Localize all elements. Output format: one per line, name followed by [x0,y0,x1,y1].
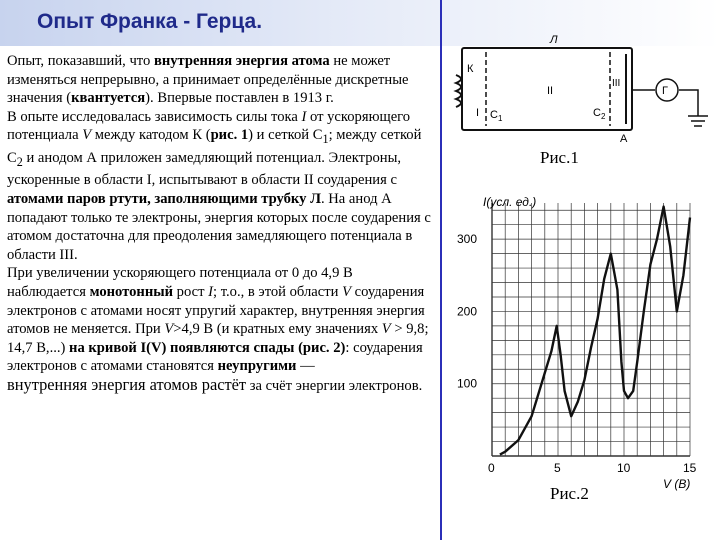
region-3-label: III [612,78,621,89]
tube-label: Л [550,34,558,46]
paragraph-conclusion: внутренняя энергия атомов растёт за счёт энергии электронов. [7,374,423,394]
figure-1-caption: Рис.1 [540,148,579,167]
x-tick-label: 15 [683,461,697,475]
paragraph-setup: В опыте исследовалась зависимость силы тока I от ускоряющего потенциала V между катодом К (рис. 1) и сеткой $С_1$; между сеткой $С_2$ и анодом А приложен замедляющий потенциал. Электроны, ускоренные в области I, испытывают в области II соударения с атомами паров ртути, заполняющими трубку Л. На анод А попадают только те электроны, энергия которых после соударения с атомом достаточна для преодоления замедляющего потенциала в области III. [7,108,431,263]
paragraph-result: При увеличении ускоряющего потенциала от 0 до 4,9 В наблюдается монотонный рост I; т.о., в этой области V соударения электронов с атомами носят упругий характер, внутренняя энергия атомов не меняется. При V>4,9 В (и кратных ему значениях V > 9,8; 14,7 В,...) на кривой I(V) появляются спады (рис. 2): соударения электронов с атомами становятся неупругими — [7,265,429,375]
y-axis-label: I(усл. ед.) [483,195,537,209]
x-tick-label: 0 [488,461,495,475]
frank-hertz-chart [455,188,720,498]
x-tick-label: 10 [617,461,631,475]
slide-title: Опыт Франка - Герца. [37,10,263,33]
cathode-coil [456,75,461,107]
paragraph-definition: Опыт, показавший, что внутренняя энергия атома не может изменяться непрерывно, а принимает определённые дискретные значения (квантуется). Впервые поставлен в 1913 г. [7,53,409,107]
region-2-label: II [547,85,554,97]
region-1-label: I [476,107,480,119]
x-axis-label: V (В) [663,477,691,491]
chart-grid [492,203,690,456]
iv-curve [500,207,690,455]
galvanometer-label: Г [662,85,668,97]
tube-diagram [450,30,720,145]
chart-ticks [457,232,697,475]
body-text [7,52,435,396]
divider-line [440,0,442,540]
x-tick-label: 5 [554,461,561,475]
grid-c1-label: $C_1$ [490,109,503,123]
anode-label: A [620,133,628,145]
y-tick-label: 300 [457,232,478,247]
y-tick-label: 200 [457,304,478,319]
grid-c2-label: $C_2$ [593,107,606,121]
cathode-label: К [467,63,474,75]
ground-icon [688,116,708,126]
y-tick-label: 100 [457,376,478,391]
figure-2-caption: Рис.2 [550,484,589,503]
